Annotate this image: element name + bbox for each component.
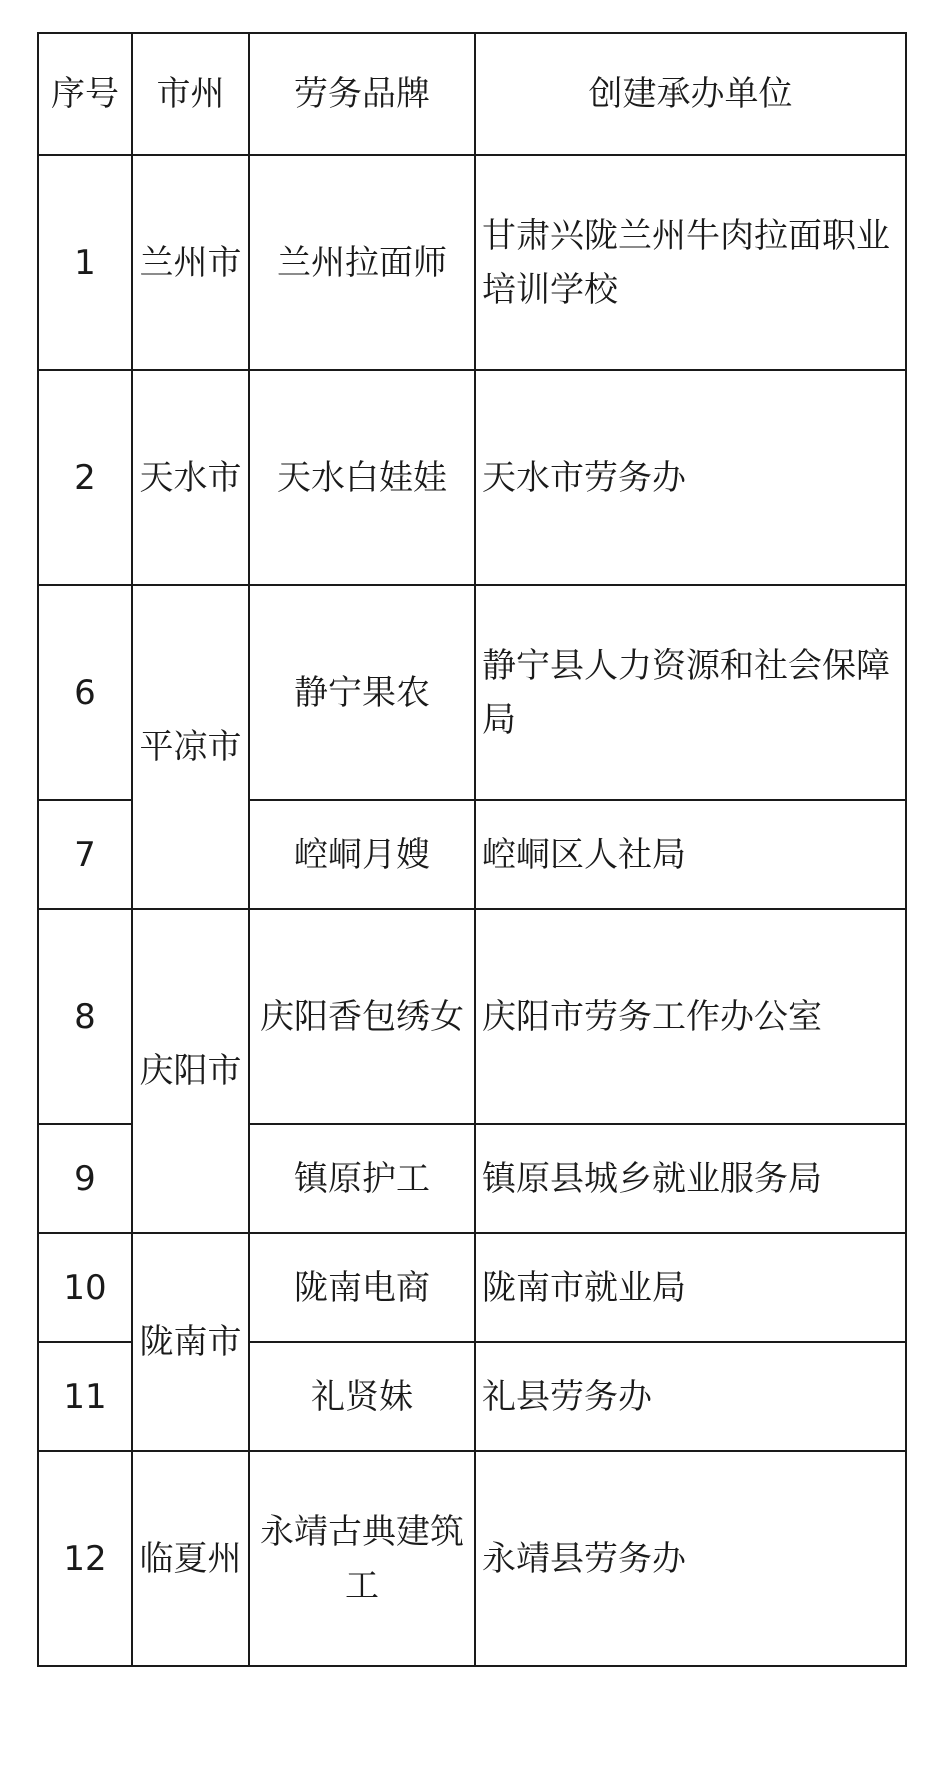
table-row <box>38 585 906 800</box>
cell-no: 1 <box>38 155 132 370</box>
cell-no: 2 <box>38 370 132 585</box>
header-no: 序号 <box>38 33 132 155</box>
cell-unit: 崆峒区人社局 <box>475 800 906 909</box>
table-row <box>38 1451 906 1666</box>
cell-brand: 天水白娃娃 <box>249 370 475 585</box>
cell-unit: 陇南市就业局 <box>475 1233 906 1342</box>
cell-no: 9 <box>38 1124 132 1233</box>
header-unit: 创建承办单位 <box>475 33 906 155</box>
cell-brand: 静宁果农 <box>249 585 475 800</box>
table-row <box>38 370 906 585</box>
cell-brand: 礼贤妹 <box>249 1342 475 1451</box>
cell-unit: 甘肃兴陇兰州牛肉拉面职业培训学校 <box>475 155 906 370</box>
cell-no: 12 <box>38 1451 132 1666</box>
cell-no: 10 <box>38 1233 132 1342</box>
table-row <box>38 909 906 1124</box>
header-city: 市州 <box>132 33 249 155</box>
cell-brand: 庆阳香包绣女 <box>249 909 475 1124</box>
cell-no: 8 <box>38 909 132 1124</box>
cell-unit: 庆阳市劳务工作办公室 <box>475 909 906 1124</box>
cell-unit: 天水市劳务办 <box>475 370 906 585</box>
cell-no: 6 <box>38 585 132 800</box>
table-row <box>38 155 906 370</box>
table-row <box>38 1233 906 1342</box>
cell-city: 临夏州 <box>132 1451 249 1666</box>
cell-brand: 永靖古典建筑工 <box>249 1451 475 1666</box>
labor-brand-table <box>37 32 907 1667</box>
cell-brand: 陇南电商 <box>249 1233 475 1342</box>
header-brand: 劳务品牌 <box>249 33 475 155</box>
cell-no: 11 <box>38 1342 132 1451</box>
cell-city: 陇南市 <box>132 1233 249 1451</box>
cell-city: 兰州市 <box>132 155 249 370</box>
cell-city: 庆阳市 <box>132 909 249 1233</box>
table-header-row <box>38 33 906 155</box>
cell-city: 平凉市 <box>132 585 249 909</box>
cell-no: 7 <box>38 800 132 909</box>
cell-city: 天水市 <box>132 370 249 585</box>
cell-unit: 镇原县城乡就业服务局 <box>475 1124 906 1233</box>
cell-brand: 镇原护工 <box>249 1124 475 1233</box>
cell-unit: 永靖县劳务办 <box>475 1451 906 1666</box>
cell-brand: 崆峒月嫂 <box>249 800 475 909</box>
cell-unit: 静宁县人力资源和社会保障局 <box>475 585 906 800</box>
cell-unit: 礼县劳务办 <box>475 1342 906 1451</box>
cell-brand: 兰州拉面师 <box>249 155 475 370</box>
